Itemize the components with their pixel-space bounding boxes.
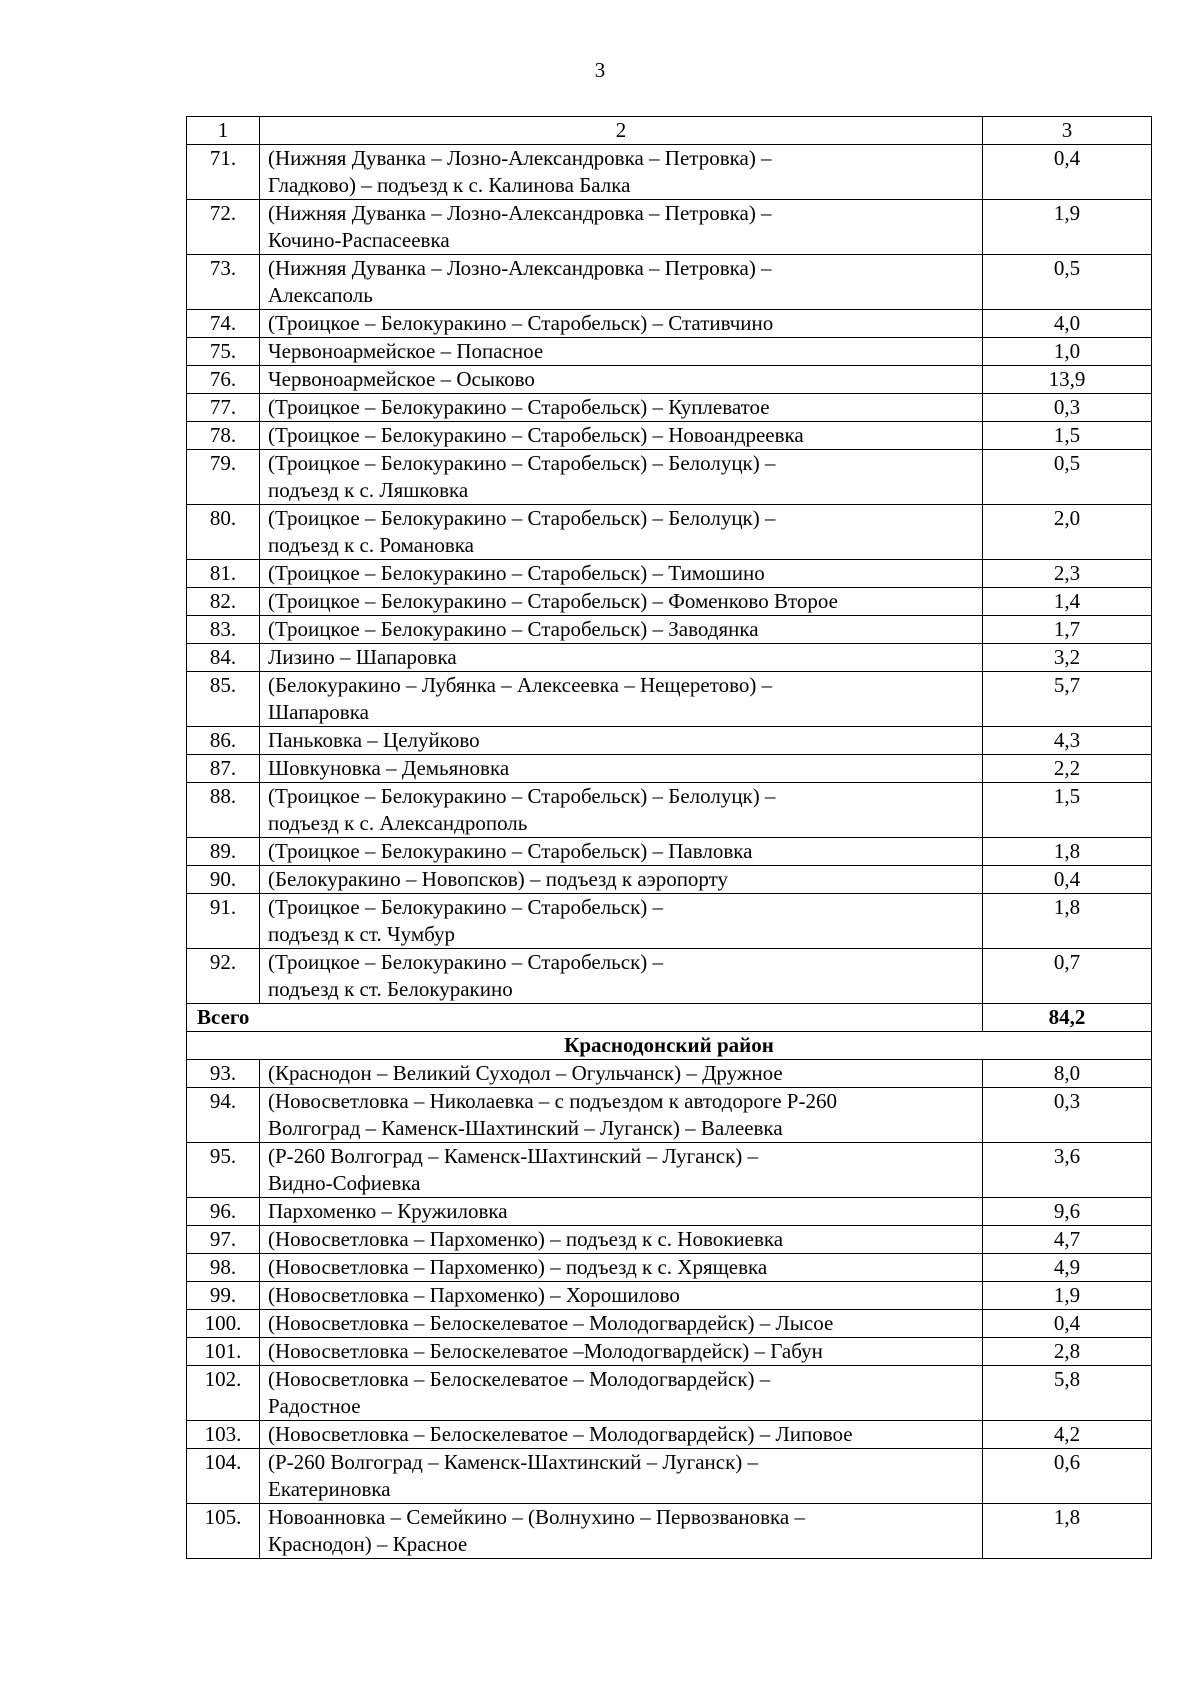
- road-length: 2,3: [983, 560, 1152, 588]
- road-length: 0,5: [983, 450, 1152, 505]
- road-name: Червоноармейское – Попасное: [260, 338, 983, 366]
- table-row: [187, 1421, 1152, 1449]
- table-row: [187, 894, 1152, 949]
- table-row: [187, 422, 1152, 450]
- table-row: [187, 1088, 1152, 1143]
- table-row: [187, 255, 1152, 310]
- road-name: (Троицкое – Белокуракино – Старобельск) – Белолуцк) – подъезд к с. Романовка: [260, 505, 983, 560]
- road-length: 8,0: [983, 1060, 1152, 1088]
- road-length: 0,4: [983, 145, 1152, 200]
- road-name: (Новосветловка – Пархоменко) – подъезд к с. Новокиевка: [260, 1226, 983, 1254]
- road-length: 5,8: [983, 1366, 1152, 1421]
- table-row: [187, 672, 1152, 727]
- road-name: Паньковка – Целуйково: [260, 727, 983, 755]
- road-length: 4,0: [983, 310, 1152, 338]
- road-length: 0,3: [983, 394, 1152, 422]
- row-number: 79.: [187, 450, 260, 505]
- road-name: (Троицкое – Белокуракино – Старобельск) – Фоменково Второе: [260, 588, 983, 616]
- road-name: (Троицкое – Белокуракино – Старобельск) – подъезд к ст. Чумбур: [260, 894, 983, 949]
- road-name: (Нижняя Дуванка – Лозно-Александровка – Петровка) – Кочино-Распасеевка: [260, 200, 983, 255]
- table-row: [187, 727, 1152, 755]
- road-name: (Новосветловка – Белоскелеватое – Молодогвардейск) – Липовое: [260, 1421, 983, 1449]
- road-length: 0,4: [983, 1310, 1152, 1338]
- table-row: [187, 588, 1152, 616]
- row-number: 83.: [187, 616, 260, 644]
- row-number: 80.: [187, 505, 260, 560]
- road-length: 0,7: [983, 949, 1152, 1004]
- road-length: 4,2: [983, 1421, 1152, 1449]
- table-row: [187, 783, 1152, 838]
- row-number: 93.: [187, 1060, 260, 1088]
- table-row: [187, 1198, 1152, 1226]
- section-row: [187, 1032, 1152, 1060]
- road-name: (Новосветловка – Николаевка – с подъездом к автодороге Р-260 Волгоград – Каменск-Шахтинский – Луганск) – Валеевка: [260, 1088, 983, 1143]
- row-number: 92.: [187, 949, 260, 1004]
- row-number: 84.: [187, 644, 260, 672]
- road-length: 5,7: [983, 672, 1152, 727]
- row-number: 88.: [187, 783, 260, 838]
- header-col-3: 3: [983, 117, 1152, 145]
- road-name: (Белокуракино – Новопсков) – подъезд к аэропорту: [260, 866, 983, 894]
- table-row: [187, 560, 1152, 588]
- row-number: 91.: [187, 894, 260, 949]
- road-length: 0,4: [983, 866, 1152, 894]
- road-name: (Новосветловка – Белоскелеватое – Молодогвардейск) – Радостное: [260, 1366, 983, 1421]
- row-number: 82.: [187, 588, 260, 616]
- table-row: [187, 1310, 1152, 1338]
- road-name: (Троицкое – Белокуракино – Старобельск) – Тимошино: [260, 560, 983, 588]
- row-number: 104.: [187, 1449, 260, 1504]
- table-row: [187, 1504, 1152, 1559]
- table-row: [187, 394, 1152, 422]
- road-name: (Новосветловка – Пархоменко) – Хорошилово: [260, 1282, 983, 1310]
- row-number: 73.: [187, 255, 260, 310]
- road-length: 1,5: [983, 422, 1152, 450]
- road-name: (Троицкое – Белокуракино – Старобельск) – Стативчино: [260, 310, 983, 338]
- row-number: 81.: [187, 560, 260, 588]
- table-row: [187, 145, 1152, 200]
- road-length: 4,3: [983, 727, 1152, 755]
- table-row: [187, 1254, 1152, 1282]
- total-row: [187, 1004, 1152, 1032]
- row-number: 72.: [187, 200, 260, 255]
- table-row: [187, 1060, 1152, 1088]
- row-number: 74.: [187, 310, 260, 338]
- road-name: Пархоменко – Кружиловка: [260, 1198, 983, 1226]
- row-number: 76.: [187, 366, 260, 394]
- road-name: (Троицкое – Белокуракино – Старобельск) – Павловка: [260, 838, 983, 866]
- row-number: 101.: [187, 1338, 260, 1366]
- row-number: 94.: [187, 1088, 260, 1143]
- total-label: Всего: [187, 1004, 983, 1032]
- road-name: (Троицкое – Белокуракино – Старобельск) – Куплеватое: [260, 394, 983, 422]
- road-length: 0,3: [983, 1088, 1152, 1143]
- road-name: (Краснодон – Великий Суходол – Огульчанск) – Дружное: [260, 1060, 983, 1088]
- row-number: 87.: [187, 755, 260, 783]
- table-row: [187, 1366, 1152, 1421]
- road-length: 2,0: [983, 505, 1152, 560]
- road-name: (Новосветловка – Белоскелеватое –Молодогвардейск) – Габун: [260, 1338, 983, 1366]
- road-length: 1,8: [983, 838, 1152, 866]
- table-row: [187, 1226, 1152, 1254]
- row-number: 95.: [187, 1143, 260, 1198]
- table-row: [187, 949, 1152, 1004]
- table-row: [187, 1449, 1152, 1504]
- row-number: 103.: [187, 1421, 260, 1449]
- road-name: (Новосветловка – Белоскелеватое – Молодогвардейск) – Лысое: [260, 1310, 983, 1338]
- road-name: (Троицкое – Белокуракино – Старобельск) – подъезд к ст. Белокуракино: [260, 949, 983, 1004]
- row-number: 96.: [187, 1198, 260, 1226]
- table-row: [187, 1282, 1152, 1310]
- row-number: 100.: [187, 1310, 260, 1338]
- road-name: Шовкуновка – Демьяновка: [260, 755, 983, 783]
- table-row: [187, 866, 1152, 894]
- road-length: 1,5: [983, 783, 1152, 838]
- table-row: [187, 366, 1152, 394]
- road-name: Новоанновка – Семейкино – (Волнухино – Первозвановка – Краснодон) – Красное: [260, 1504, 983, 1559]
- road-name: (Р-260 Волгоград – Каменск-Шахтинский – Луганск) – Екатериновка: [260, 1449, 983, 1504]
- row-number: 78.: [187, 422, 260, 450]
- table-row: [187, 1338, 1152, 1366]
- row-number: 77.: [187, 394, 260, 422]
- table-row: [187, 1143, 1152, 1198]
- road-name: Червоноармейское – Осыково: [260, 366, 983, 394]
- road-length: 3,6: [983, 1143, 1152, 1198]
- page-number: 3: [594, 58, 606, 82]
- road-length: 0,5: [983, 255, 1152, 310]
- road-length: 2,2: [983, 755, 1152, 783]
- table-row: [187, 755, 1152, 783]
- road-name: (Троицкое – Белокуракино – Старобельск) – Заводянка: [260, 616, 983, 644]
- header-col-2: 2: [260, 117, 983, 145]
- road-name: Лизино – Шапаровка: [260, 644, 983, 672]
- total-value: 84,2: [983, 1004, 1152, 1032]
- row-number: 99.: [187, 1282, 260, 1310]
- road-length: 4,7: [983, 1226, 1152, 1254]
- road-length: 4,9: [983, 1254, 1152, 1282]
- row-number: 98.: [187, 1254, 260, 1282]
- section-title: Краснодонский район: [187, 1032, 1152, 1060]
- road-name: (Троицкое – Белокуракино – Старобельск) – Белолуцк) – подъезд к с. Ляшковка: [260, 450, 983, 505]
- row-number: 86.: [187, 727, 260, 755]
- header-row: [187, 117, 1152, 145]
- table-row: [187, 644, 1152, 672]
- table-row: [187, 505, 1152, 560]
- table-row: [187, 338, 1152, 366]
- road-name: (Р-260 Волгоград – Каменск-Шахтинский – Луганск) – Видно-Софиевка: [260, 1143, 983, 1198]
- road-name: (Троицкое – Белокуракино – Старобельск) – Белолуцк) – подъезд к с. Александрополь: [260, 783, 983, 838]
- road-name: (Нижняя Дуванка – Лозно-Александровка – Петровка) – Алексаполь: [260, 255, 983, 310]
- road-length: 9,6: [983, 1198, 1152, 1226]
- road-length: 3,2: [983, 644, 1152, 672]
- road-name: (Нижняя Дуванка – Лозно-Александровка – Петровка) – Гладково) – подъезд к с. Калинова Балка: [260, 145, 983, 200]
- road-length: 1,4: [983, 588, 1152, 616]
- row-number: 85.: [187, 672, 260, 727]
- table-row: [187, 838, 1152, 866]
- road-name: (Новосветловка – Пархоменко) – подъезд к с. Хрящевка: [260, 1254, 983, 1282]
- roads-table: [186, 116, 1152, 1559]
- row-number: 90.: [187, 866, 260, 894]
- header-col-1: 1: [187, 117, 260, 145]
- road-name: (Белокуракино – Лубянка – Алексеевка – Нещеретово) – Шапаровка: [260, 672, 983, 727]
- table-row: [187, 616, 1152, 644]
- table-row: [187, 450, 1152, 505]
- row-number: 75.: [187, 338, 260, 366]
- road-length: 2,8: [983, 1338, 1152, 1366]
- row-number: 71.: [187, 145, 260, 200]
- row-number: 102.: [187, 1366, 260, 1421]
- table-row: [187, 310, 1152, 338]
- road-length: 1,0: [983, 338, 1152, 366]
- row-number: 97.: [187, 1226, 260, 1254]
- road-name: (Троицкое – Белокуракино – Старобельск) – Новоандреевка: [260, 422, 983, 450]
- road-length: 1,9: [983, 1282, 1152, 1310]
- road-length: 1,8: [983, 1504, 1152, 1559]
- road-length: 0,6: [983, 1449, 1152, 1504]
- road-length: 1,8: [983, 894, 1152, 949]
- road-length: 13,9: [983, 366, 1152, 394]
- row-number: 89.: [187, 838, 260, 866]
- row-number: 105.: [187, 1504, 260, 1559]
- table-row: [187, 200, 1152, 255]
- road-length: 1,7: [983, 616, 1152, 644]
- road-length: 1,9: [983, 200, 1152, 255]
